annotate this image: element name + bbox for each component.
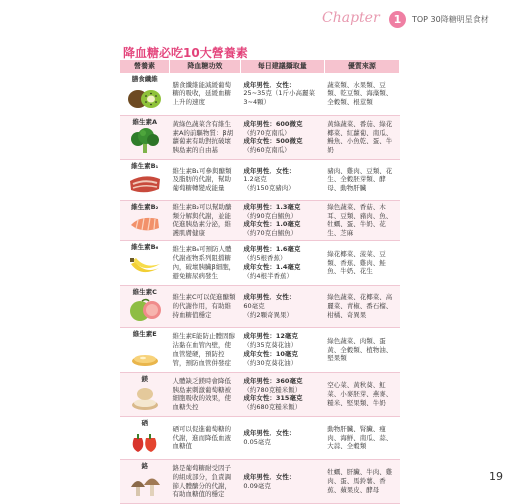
nutrient-cell bbox=[120, 160, 169, 201]
dose-line: 成年男性：1.3毫克 bbox=[243, 202, 301, 211]
meat-icon bbox=[123, 173, 166, 198]
dose-line: 成年女性：315毫克 bbox=[243, 394, 303, 403]
dose-line: （約5根香蕉） bbox=[243, 254, 287, 263]
dose-line: 0.09毫克 bbox=[243, 481, 271, 490]
chapter-number-badge: 1 bbox=[389, 11, 406, 28]
dose-line: （約70克白鯧魚） bbox=[243, 229, 298, 238]
table-row bbox=[120, 241, 400, 286]
effect-cell: 維生素B₆可預防人體代謝產物系列阻擋糖內，破壞胰臟β細胞，避免糖尿病發生 bbox=[169, 241, 240, 286]
dose-cell bbox=[240, 459, 324, 504]
dose-line: 成年女性：1.0毫克 bbox=[243, 220, 301, 229]
nutrient-name: 維生素B₂ bbox=[131, 202, 159, 211]
soy-milk-icon bbox=[123, 385, 166, 414]
nutrient-cell bbox=[120, 73, 169, 115]
dose-cell bbox=[240, 417, 324, 460]
nutrient-name: 鉻 bbox=[141, 461, 148, 470]
effect-cell: 維生素C可以促進醣類的代謝作用，有助維持血糖值穩定 bbox=[169, 285, 240, 328]
nutrient-cell bbox=[120, 285, 169, 328]
banana-icon bbox=[123, 254, 166, 283]
column-header-effect: 降血糖功效 bbox=[169, 60, 240, 73]
dose-line: 成年男性．女性： bbox=[243, 80, 296, 89]
nutrient-name: 鎂 bbox=[141, 374, 148, 383]
dose-line: 成年女性：10毫克 bbox=[243, 349, 298, 358]
nutrient-table bbox=[120, 60, 400, 504]
nutrient-cell bbox=[120, 417, 169, 460]
sources-cell: 綠花椰菜、菠菜、豆類、香蕉、雞肉、鮭魚、牛奶、花生 bbox=[324, 241, 399, 286]
dose-line: （約2顆奇異果） bbox=[243, 310, 294, 319]
table-row bbox=[120, 115, 400, 160]
nutrient-name: 維生素A bbox=[132, 117, 157, 126]
dose-line: （約30克葵花油） bbox=[243, 358, 298, 367]
nutrient-name: 維生素E bbox=[132, 330, 157, 339]
effect-cell: 膳食纖維能減緩葡萄糖的吸收，延緩血糖上升的速度 bbox=[169, 73, 240, 115]
nutrient-cell bbox=[120, 115, 169, 160]
dose-line: （約4根半香蕉） bbox=[243, 271, 294, 280]
table-row bbox=[120, 200, 400, 241]
dose-line: 成年女性：500微克 bbox=[243, 137, 303, 146]
broccoli-icon bbox=[123, 128, 166, 157]
column-header-sources: 優質來源 bbox=[324, 60, 399, 73]
nutrient-cell bbox=[120, 372, 169, 417]
sources-cell: 綠色蔬菜、花椰菜、高麗菜、青椒、番石榴、柑橘、奇異果 bbox=[324, 285, 399, 328]
dose-cell bbox=[240, 73, 324, 115]
dose-line: 成年男性．女性： bbox=[243, 166, 296, 175]
dose-line: （約60克南瓜） bbox=[243, 146, 291, 155]
nutrient-name: 膳食纖維 bbox=[131, 75, 158, 83]
dose-cell bbox=[240, 241, 324, 286]
oil-bottle-icon bbox=[123, 341, 166, 370]
column-header-nutrient: 營養素 bbox=[120, 60, 169, 73]
red-peppers-icon bbox=[123, 430, 166, 457]
table-row bbox=[120, 160, 400, 201]
sources-cell: 牡蠣、肝臟、牛肉、雞肉、蛋、馬鈴薯、香蕉、蘋果皮、酵母 bbox=[324, 459, 399, 504]
chapter-label: Chapter bbox=[322, 10, 380, 26]
salmon-fillet-icon bbox=[123, 213, 166, 238]
dose-line: 成年男性：1.6毫克 bbox=[243, 245, 301, 254]
nutrient-name: 維生素B₆ bbox=[131, 243, 159, 252]
dose-cell bbox=[240, 285, 324, 328]
nutrient-cell bbox=[120, 459, 169, 504]
effect-cell: 鉻是葡萄糖耐受因子的組成部分，負責調節人體醣分的代謝，有助血糖值的穩定 bbox=[169, 459, 240, 504]
effect-cell: 黃綠色蔬菜含有維生素A的前驅物質：β胡蘿蔔素有助對抗破壞胰島素的自由基 bbox=[169, 115, 240, 160]
dose-line: 25∼35克（1斤小高麗菜3∼4顆） bbox=[243, 89, 315, 107]
effect-cell: 維生素B₁可參與醣類及脂肪的代謝，幫助葡萄糖轉變成能量 bbox=[169, 160, 240, 201]
dose-line: （約90克白鯧魚） bbox=[243, 211, 298, 220]
table-row bbox=[120, 285, 400, 328]
table-row bbox=[120, 73, 400, 115]
dose-cell bbox=[240, 115, 324, 160]
dose-line: 成年男性．女性： bbox=[243, 472, 296, 481]
sources-cell: 空心菜、黃秋葵、魟菜、小麥胚芽、燕麥、糙米、堅果類、牛奶 bbox=[324, 372, 399, 417]
dose-line: （約35克葵花油） bbox=[243, 341, 298, 350]
table-row bbox=[120, 459, 400, 504]
dose-line: 成年男性：12毫克 bbox=[243, 332, 298, 341]
nutrient-name: 維生素C bbox=[132, 287, 157, 296]
dose-cell bbox=[240, 328, 324, 373]
effect-cell: 維生素B₂可以幫助醣類分解與代謝，並能促進胰島素分泌，維護肌膚健康 bbox=[169, 200, 240, 241]
nutrient-cell bbox=[120, 241, 169, 286]
section-title: 降血糖必吃10大營養素 bbox=[123, 46, 248, 60]
dose-line: （約680克糙米飯） bbox=[243, 403, 302, 412]
nutrient-name: 硒 bbox=[141, 419, 148, 428]
dose-cell bbox=[240, 160, 324, 201]
chapter-header bbox=[300, 10, 510, 32]
dose-line: 成年男性．女性： bbox=[243, 293, 296, 302]
dose-line: （約150克豬肉） bbox=[243, 184, 295, 193]
column-header-dose: 每日建議攝取量 bbox=[240, 60, 324, 73]
nutrient-cell bbox=[120, 200, 169, 241]
dose-line: 成年女性：1.4毫克 bbox=[243, 262, 301, 271]
sources-cell: 蔬菜類、水果類、豆類、乾豆類、海藻類、全穀類、根莖類 bbox=[324, 73, 399, 115]
effect-cell: 硒可以促進葡萄糖的代謝，進而降低血液血糖值 bbox=[169, 417, 240, 460]
dose-line: 成年男性．女性： bbox=[243, 429, 296, 438]
table-row bbox=[120, 328, 400, 373]
dose-line: 成年男性：600微克 bbox=[243, 119, 303, 128]
dose-line: 0.05毫克 bbox=[243, 438, 271, 447]
nutrient-name: 維生素B₁ bbox=[131, 162, 159, 171]
guava-icon bbox=[123, 298, 166, 325]
sources-cell: 豬肉、雞肉、豆類、花生、全穀胚芽類、酵母、動物肝臟 bbox=[324, 160, 399, 201]
table-row bbox=[120, 417, 400, 460]
dose-cell bbox=[240, 372, 324, 417]
sources-cell: 黃綠蔬菜、番茄、綠花椰菜、紅蘿蔔、南瓜、鰻魚、小魚乾、蛋、牛奶 bbox=[324, 115, 399, 160]
table-row bbox=[120, 372, 400, 417]
dose-cell bbox=[240, 200, 324, 241]
page-number: 19 bbox=[489, 470, 503, 483]
sources-cell: 綠色蔬菜、香菇、木耳、豆類、豬肉、魚、牡蠣、蛋、牛奶、花生、芝麻 bbox=[324, 200, 399, 241]
sources-cell: 綠色蔬菜、肉類、蛋黃、全穀類、植物油、堅果類 bbox=[324, 328, 399, 373]
dose-line: 1.2毫克 bbox=[243, 175, 267, 184]
mushroom-icon bbox=[123, 473, 166, 502]
dose-line: （約70克南瓜） bbox=[243, 128, 291, 137]
effect-cell: 維生素E能防止體固醇沾黏在血管內壁，使血管變硬，預防控管，預防血管併發症 bbox=[169, 328, 240, 373]
chapter-title: TOP 30降糖明星食材 bbox=[412, 15, 489, 24]
dose-line: 60毫克 bbox=[243, 302, 265, 311]
effect-cell: 人體缺乏鎂時會降低胰島素刺激葡萄糖被細胞吸收的效果，使血糖失控 bbox=[169, 372, 240, 417]
nutrient-cell bbox=[120, 328, 169, 373]
kiwi-fruit-icon bbox=[123, 86, 166, 113]
sources-cell: 動物肝臟、腎臟、瘦肉、海鮮、南瓜、蒜、大蒜、全穀類 bbox=[324, 417, 399, 460]
table-header-row bbox=[120, 60, 400, 73]
dose-line: 成年男性：360毫克 bbox=[243, 376, 303, 385]
dose-line: （約780克糙米飯） bbox=[243, 385, 302, 394]
